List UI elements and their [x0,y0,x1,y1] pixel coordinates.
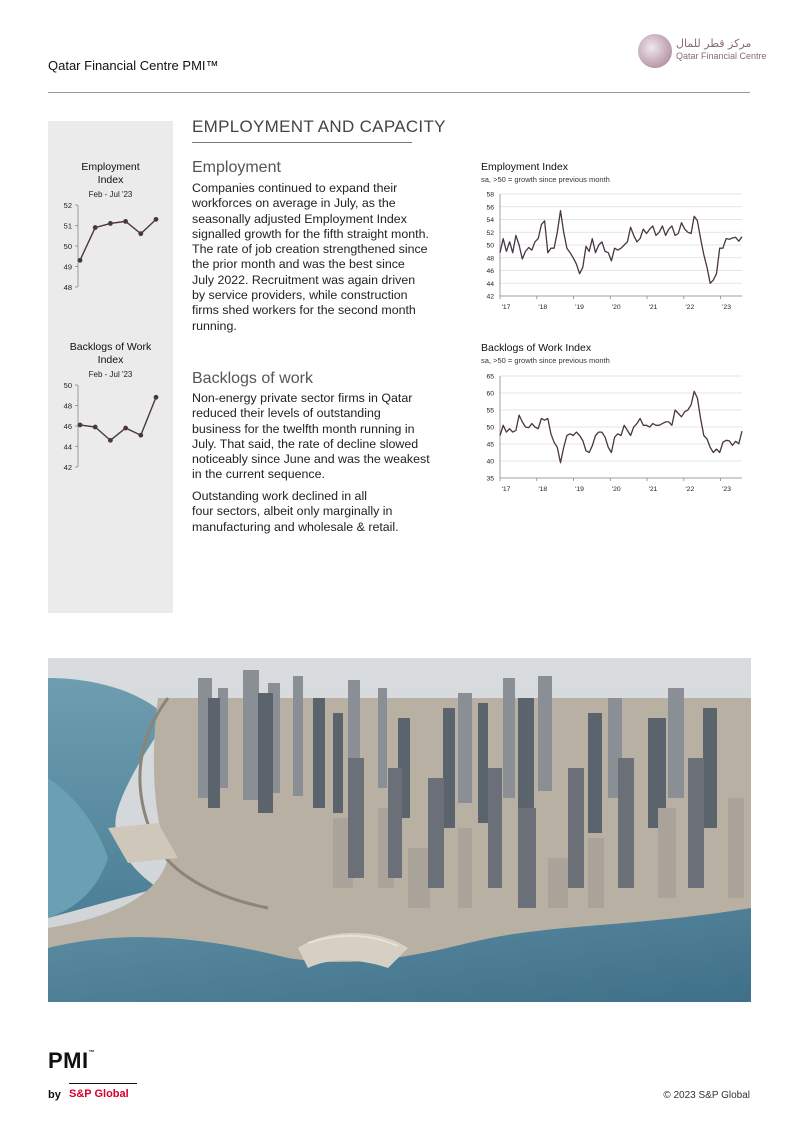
mini-backlogs-subtitle: Feb - Jul '23 [88,370,133,379]
x-tick-label: '20 [611,486,621,493]
y-tick-label: 58 [486,191,494,199]
mini-employment-title-line2: Index [97,174,124,186]
sp-global-logo: S&P Global [69,1083,137,1100]
employment-paragraph-line: Companies continued to expand their [192,181,398,195]
x-tick-label: '19 [575,304,584,311]
backlogs-paragraph-2-line: Outstanding work declined in all [192,489,367,503]
mini-y-tick-label: 44 [63,442,72,452]
mini-y-tick-label: 52 [63,201,72,210]
y-tick-label: 42 [486,293,494,301]
y-tick-label: 35 [486,475,494,483]
employment-paragraph-line: running. [192,318,237,333]
employment-paragraph-line: seasonally adjusted Employment Index [192,211,407,226]
mini-backlogs-title-line1: Backlogs of Work [69,341,152,353]
y-tick-label: 45 [486,441,494,449]
employment-paragraph-line: by service providers, while construction [192,288,408,303]
employment-paragraph-line: workforces on average in July, as the [192,196,396,211]
pmi-logo-text: PMI [48,1048,89,1073]
backlogs-paragraph-2 [192,489,452,535]
backlogs-paragraph-1-line: Non-energy private sector firms in Qatar [192,391,413,405]
mini-y-tick-label: 51 [63,221,72,231]
employment-paragraph-line: firms shed workers for the second month [192,303,416,318]
backlogs-paragraph-1 [192,391,452,483]
by-label: by [48,1089,61,1101]
y-tick-label: 65 [486,373,494,381]
y-tick-label: 60 [486,390,494,398]
x-tick-label: '22 [685,486,695,493]
qfc-logo [638,34,767,76]
mini-employment-chart [48,199,173,295]
y-tick-label: 56 [486,204,494,212]
mini-y-tick-label: 50 [63,242,72,251]
backlogs-paragraph-2-line: four sectors, albeit only marginally in [192,504,393,519]
logo-english-text: Qatar Financial Centre [676,51,767,61]
mini-data-point [138,231,143,236]
mini-backlogs-title-line2: Index [97,354,124,366]
section-heading-rule [192,142,412,143]
backlogs-paragraph-1-line: July. That said, the rate of decline slowed [192,436,419,451]
mini-data-point [138,433,143,438]
employment-index-chart [478,186,750,316]
y-tick-label: 54 [486,217,494,224]
mini-data-point [78,258,83,263]
employment-heading: Employment [192,159,281,176]
mini-backlogs-chart [48,379,173,475]
employment-chart-title: Employment Index [481,161,568,173]
copyright-text: © 2023 S&P Global [663,1090,750,1101]
x-tick-label: '17 [501,486,511,493]
mini-data-point [123,426,128,431]
employment-paragraph-line: signalled growth for the fifth straight month. [192,226,429,241]
pmi-trademark: ™ [88,1050,96,1056]
backlogs-heading: Backlogs of work [192,370,313,387]
backlogs-paragraph-1-line: in the current sequence. [192,467,325,482]
employment-chart-subtitle: sa, >50 = growth since previous month [481,175,610,184]
backlogs-chart-title: Backlogs of Work Index [481,342,592,354]
mini-employment-title [48,161,173,187]
x-tick-label: '18 [538,486,548,493]
y-tick-label: 50 [486,242,494,250]
mini-y-tick-label: 42 [63,463,72,472]
mini-series-line [80,219,156,260]
mini-y-tick-label: 46 [63,422,72,431]
mini-y-tick-label: 49 [63,262,72,272]
y-tick-label: 40 [486,458,494,466]
header-divider [48,92,750,93]
mini-data-point [78,423,83,428]
employment-paragraph-line: the prior month and was the best since [192,257,405,272]
y-tick-label: 46 [486,268,494,275]
mini-backlogs-title [48,341,173,367]
backlogs-index-chart [478,368,750,498]
mini-data-point [93,225,98,230]
backlogs-paragraph-1-line: reduced their levels of outstanding [192,406,381,421]
mini-data-point [108,438,113,443]
mini-y-tick-label: 48 [63,283,72,292]
mini-employment-title-line1: Employment [81,161,140,173]
employment-paragraph-line: The rate of job creation strengthened since [192,242,428,257]
doha-skyline-photo [48,658,751,1002]
x-tick-label: '18 [538,304,548,311]
x-tick-label: '23 [722,304,731,311]
x-tick-label: '22 [685,304,695,311]
x-tick-label: '21 [648,486,658,493]
pmi-logo [48,1048,95,1074]
backlogs-paragraph-1-line: business for the twelfth month running in [192,421,415,436]
mini-series-line [80,397,156,440]
skyline-illustration [48,658,751,1002]
section-heading: EMPLOYMENT AND CAPACITY [192,117,446,136]
mini-data-point [108,221,113,226]
x-tick-label: '21 [648,304,658,311]
employment-paragraph [192,181,452,334]
mini-data-point [154,395,159,400]
x-tick-label: '19 [575,486,584,493]
qfc-emblem-icon [638,34,672,68]
mini-employment-subtitle: Feb - Jul '23 [88,190,133,199]
header-title: Qatar Financial Centre PMI™ [48,58,219,73]
backlogs-paragraph-2-line: manufacturing and wholesale & retail. [192,519,399,534]
series-line [500,211,742,284]
mini-data-point [123,219,128,224]
y-tick-label: 55 [486,407,494,415]
mini-y-tick-label: 50 [63,381,72,390]
x-tick-label: '17 [501,304,511,311]
y-tick-label: 48 [486,255,494,263]
backlogs-paragraph-1-line: noticeably since June and was the weakest [192,452,430,467]
y-tick-label: 50 [486,424,494,432]
x-tick-label: '20 [611,304,621,311]
mini-data-point [93,425,98,430]
x-tick-label: '23 [722,486,731,493]
y-tick-label: 44 [486,280,494,288]
employment-paragraph-line: July 2022. Recruitment was again driven [192,272,416,287]
mini-y-tick-label: 48 [63,401,72,411]
sidebar-panel [48,121,173,613]
backlogs-chart-subtitle: sa, >50 = growth since previous month [481,356,610,365]
y-tick-label: 52 [486,229,494,237]
mini-data-point [154,217,159,222]
logo-arabic-text: مركز قطر للمال [676,37,752,50]
